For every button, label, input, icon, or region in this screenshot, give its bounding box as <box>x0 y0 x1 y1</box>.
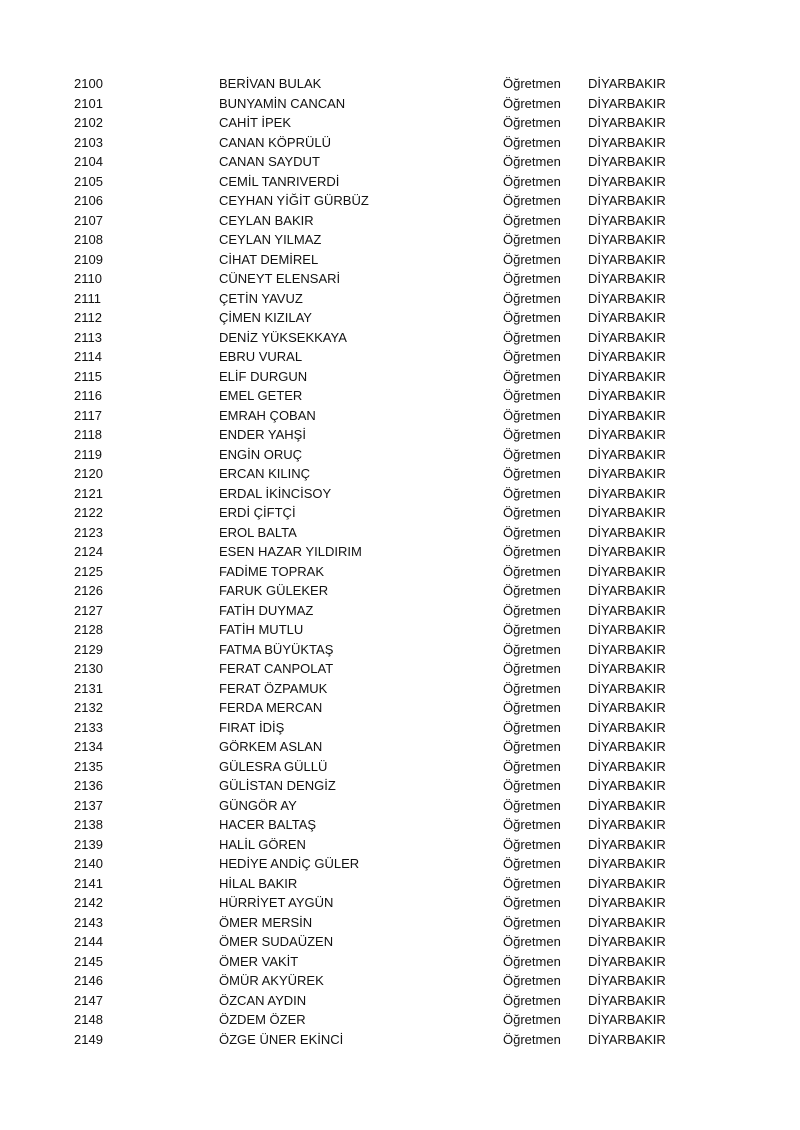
row-number: 2115 <box>74 368 102 384</box>
person-name: FERDA MERCAN <box>219 700 323 715</box>
row-number: 2121 <box>74 485 103 501</box>
job-title: Öğretmen <box>503 349 561 364</box>
city-name: DİYARBAKIR <box>588 349 666 364</box>
job-title: Öğretmen <box>503 76 561 91</box>
row-number: 2113 <box>74 329 102 345</box>
city-name: DİYARBAKIR <box>588 544 666 559</box>
person-name: CEYLAN YILMAZ <box>219 232 322 247</box>
list-row <box>0 503 800 523</box>
job-title: Öğretmen <box>503 758 561 774</box>
list-row <box>0 932 800 952</box>
person-name: CAHİT İPEK <box>219 115 292 130</box>
city-name: DİYARBAKIR <box>588 251 666 267</box>
list-row <box>0 464 800 484</box>
person-name: BUNYAMİN CANCAN <box>219 95 346 111</box>
person-name: FERAT ÖZPAMUK <box>219 680 328 696</box>
city-name: DİYARBAKIR <box>588 622 666 637</box>
city-name: DİYARBAKIR <box>588 700 666 715</box>
list-row <box>0 289 800 309</box>
list-row <box>0 191 800 211</box>
job-title: Öğretmen <box>503 427 561 442</box>
list-row <box>0 835 800 855</box>
city-name: DİYARBAKIR <box>588 446 666 462</box>
city-name: DİYARBAKIR <box>588 407 666 423</box>
city-name: DİYARBAKIR <box>588 76 666 91</box>
person-name: ESEN HAZAR YILDIRIM <box>219 544 362 559</box>
job-title: Öğretmen <box>503 719 561 735</box>
list-row <box>0 269 800 289</box>
row-number: 2123 <box>74 524 103 540</box>
city-name: DİYARBAKIR <box>588 115 666 130</box>
person-name: GÜLİSTAN DENGİZ <box>219 778 336 793</box>
row-number: 2104 <box>74 154 103 169</box>
city-name: DİYARBAKIR <box>588 134 666 150</box>
job-title: Öğretmen <box>503 193 561 208</box>
person-name: HEDİYE ANDİÇ GÜLER <box>219 856 360 871</box>
list-row <box>0 601 800 621</box>
job-title: Öğretmen <box>503 641 561 657</box>
row-number: 2109 <box>74 251 103 267</box>
list-row <box>0 952 800 972</box>
person-name: ENGİN ORUÇ <box>219 446 303 462</box>
job-title: Öğretmen <box>503 232 561 247</box>
row-number: 2139 <box>74 836 103 852</box>
row-number: 2145 <box>74 953 103 969</box>
row-number: 2127 <box>74 602 103 618</box>
city-name: DİYARBAKIR <box>588 290 666 306</box>
person-name: EROL BALTA <box>219 524 297 540</box>
city-name: DİYARBAKIR <box>588 583 666 598</box>
person-name: HACER BALTAŞ <box>219 817 317 832</box>
person-name: ERDİ ÇİFTÇİ <box>219 505 296 520</box>
city-name: DİYARBAKIR <box>588 154 666 169</box>
row-number: 2101 <box>74 95 103 111</box>
job-title: Öğretmen <box>503 368 561 384</box>
person-name: CİHAT DEMİREL <box>219 251 319 267</box>
list-row <box>0 172 800 192</box>
job-title: Öğretmen <box>503 271 561 286</box>
job-title: Öğretmen <box>503 329 561 345</box>
job-title: Öğretmen <box>503 407 561 423</box>
job-title: Öğretmen <box>503 95 561 111</box>
job-title: Öğretmen <box>503 1031 561 1047</box>
person-name: CEYHAN YİĞİT GÜRBÜZ <box>219 193 369 208</box>
job-title: Öğretmen <box>503 875 561 891</box>
row-number: 2129 <box>74 641 103 657</box>
city-name: DİYARBAKIR <box>588 368 666 384</box>
job-title: Öğretmen <box>503 446 561 462</box>
row-number: 2124 <box>74 544 103 559</box>
city-name: DİYARBAKIR <box>588 797 666 813</box>
row-number: 2116 <box>74 388 102 403</box>
person-name: EMRAH ÇOBAN <box>219 407 316 423</box>
row-number: 2126 <box>74 583 103 598</box>
row-number: 2148 <box>74 1012 103 1027</box>
job-title: Öğretmen <box>503 856 561 871</box>
job-title: Öğretmen <box>503 992 561 1008</box>
person-name: ÖZCAN AYDIN <box>219 992 307 1008</box>
row-number: 2137 <box>74 797 103 813</box>
person-name: ÖMER SUDAÜZEN <box>219 934 334 949</box>
person-name: FIRAT İDİŞ <box>219 719 285 735</box>
row-number: 2120 <box>74 466 103 481</box>
row-number: 2146 <box>74 973 103 988</box>
job-title: Öğretmen <box>503 622 561 637</box>
job-title: Öğretmen <box>503 134 561 150</box>
city-name: DİYARBAKIR <box>588 271 666 286</box>
row-number: 2108 <box>74 232 103 247</box>
job-title: Öğretmen <box>503 583 561 598</box>
job-title: Öğretmen <box>503 817 561 832</box>
row-number: 2105 <box>74 173 103 189</box>
job-title: Öğretmen <box>503 895 561 910</box>
row-number: 2100 <box>74 76 103 91</box>
person-name: FATİH DUYMAZ <box>219 602 314 618</box>
person-name: EBRU VURAL <box>219 349 303 364</box>
job-title: Öğretmen <box>503 778 561 793</box>
person-name: FADİME TOPRAK <box>219 563 324 579</box>
city-name: DİYARBAKIR <box>588 914 666 930</box>
personnel-list <box>0 74 800 1049</box>
job-title: Öğretmen <box>503 466 561 481</box>
job-title: Öğretmen <box>503 602 561 618</box>
person-name: HALİL GÖREN <box>219 836 306 852</box>
city-name: DİYARBAKIR <box>588 719 666 735</box>
person-name: ÖMER VAKİT <box>219 953 299 969</box>
city-name: DİYARBAKIR <box>588 427 666 442</box>
list-row <box>0 230 800 250</box>
row-number: 2132 <box>74 700 103 715</box>
job-title: Öğretmen <box>503 310 561 325</box>
person-name: GÜNGÖR AY <box>219 797 297 813</box>
row-number: 2119 <box>74 446 102 462</box>
row-number: 2110 <box>74 271 102 286</box>
person-name: ÖZDEM ÖZER <box>219 1012 306 1027</box>
list-row <box>0 113 800 133</box>
city-name: DİYARBAKIR <box>588 1012 666 1027</box>
list-row <box>0 386 800 406</box>
row-number: 2122 <box>74 505 103 520</box>
list-row <box>0 523 800 543</box>
row-number: 2133 <box>74 719 103 735</box>
city-name: DİYARBAKIR <box>588 778 666 793</box>
row-number: 2102 <box>74 115 103 130</box>
city-name: DİYARBAKIR <box>588 1031 666 1047</box>
row-number: 2128 <box>74 622 103 637</box>
list-row <box>0 308 800 328</box>
row-number: 2107 <box>74 212 103 228</box>
city-name: DİYARBAKIR <box>588 466 666 481</box>
job-title: Öğretmen <box>503 212 561 228</box>
list-row <box>0 425 800 445</box>
list-row <box>0 250 800 270</box>
row-number: 2114 <box>74 349 102 364</box>
job-title: Öğretmen <box>503 485 561 501</box>
city-name: DİYARBAKIR <box>588 329 666 345</box>
job-title: Öğretmen <box>503 388 561 403</box>
job-title: Öğretmen <box>503 661 561 676</box>
list-row <box>0 74 800 94</box>
list-row <box>0 698 800 718</box>
city-name: DİYARBAKIR <box>588 680 666 696</box>
city-name: DİYARBAKIR <box>588 212 666 228</box>
job-title: Öğretmen <box>503 173 561 189</box>
list-row <box>0 620 800 640</box>
person-name: EMEL GETER <box>219 388 303 403</box>
person-name: CEMİL TANRIVERDİ <box>219 173 340 189</box>
city-name: DİYARBAKIR <box>588 602 666 618</box>
person-name: CÜNEYT ELENSARİ <box>219 271 341 286</box>
person-name: CANAN KÖPRÜLÜ <box>219 134 331 150</box>
city-name: DİYARBAKIR <box>588 992 666 1008</box>
person-name: ÇETİN YAVUZ <box>219 290 303 306</box>
job-title: Öğretmen <box>503 544 561 559</box>
person-name: ENDER YAHŞİ <box>219 427 306 442</box>
row-number: 2135 <box>74 758 103 774</box>
row-number: 2112 <box>74 310 102 325</box>
row-number: 2142 <box>74 895 103 910</box>
list-row <box>0 445 800 465</box>
person-name: ELİF DURGUN <box>219 368 308 384</box>
list-row <box>0 94 800 114</box>
row-number: 2136 <box>74 778 103 793</box>
row-number: 2130 <box>74 661 103 676</box>
person-name: FATMA BÜYÜKTAŞ <box>219 641 334 657</box>
person-name: FATİH MUTLU <box>219 622 304 637</box>
job-title: Öğretmen <box>503 680 561 696</box>
row-number: 2138 <box>74 817 103 832</box>
list-row <box>0 1010 800 1030</box>
person-name: HİLAL BAKIR <box>219 875 298 891</box>
person-name: ÖMÜR AKYÜREK <box>219 973 324 988</box>
job-title: Öğretmen <box>503 290 561 306</box>
person-name: GÖRKEM ASLAN <box>219 739 323 754</box>
person-name: FERAT CANPOLAT <box>219 661 334 676</box>
job-title: Öğretmen <box>503 251 561 267</box>
city-name: DİYARBAKIR <box>588 232 666 247</box>
city-name: DİYARBAKIR <box>588 661 666 676</box>
job-title: Öğretmen <box>503 154 561 169</box>
list-row <box>0 347 800 367</box>
city-name: DİYARBAKIR <box>588 563 666 579</box>
job-title: Öğretmen <box>503 700 561 715</box>
list-row <box>0 796 800 816</box>
job-title: Öğretmen <box>503 524 561 540</box>
list-row <box>0 757 800 777</box>
city-name: DİYARBAKIR <box>588 505 666 520</box>
list-row <box>0 893 800 913</box>
city-name: DİYARBAKIR <box>588 388 666 403</box>
city-name: DİYARBAKIR <box>588 524 666 540</box>
city-name: DİYARBAKIR <box>588 934 666 949</box>
row-number: 2131 <box>74 680 103 696</box>
row-number: 2106 <box>74 193 103 208</box>
job-title: Öğretmen <box>503 563 561 579</box>
person-name: CANAN SAYDUT <box>219 154 320 169</box>
person-name: ERCAN KILINÇ <box>219 466 311 481</box>
person-name: ÖZGE ÜNER EKİNCİ <box>219 1031 344 1047</box>
person-name: HÜRRİYET AYGÜN <box>219 895 334 910</box>
person-name: ERDAL İKİNCİSOY <box>219 485 332 501</box>
list-row <box>0 367 800 387</box>
row-number: 2144 <box>74 934 103 949</box>
row-number: 2117 <box>74 407 102 423</box>
list-row <box>0 718 800 738</box>
row-number: 2141 <box>74 875 103 891</box>
job-title: Öğretmen <box>503 739 561 754</box>
city-name: DİYARBAKIR <box>588 95 666 111</box>
city-name: DİYARBAKIR <box>588 973 666 988</box>
row-number: 2147 <box>74 992 103 1008</box>
row-number: 2149 <box>74 1031 103 1047</box>
city-name: DİYARBAKIR <box>588 875 666 891</box>
city-name: DİYARBAKIR <box>588 817 666 832</box>
list-row <box>0 815 800 835</box>
row-number: 2111 <box>74 290 101 306</box>
list-row <box>0 640 800 660</box>
list-row <box>0 1030 800 1050</box>
job-title: Öğretmen <box>503 505 561 520</box>
city-name: DİYARBAKIR <box>588 953 666 969</box>
city-name: DİYARBAKIR <box>588 856 666 871</box>
list-row <box>0 679 800 699</box>
list-row <box>0 991 800 1011</box>
job-title: Öğretmen <box>503 973 561 988</box>
job-title: Öğretmen <box>503 1012 561 1027</box>
person-name: GÜLESRA GÜLLÜ <box>219 758 328 774</box>
list-row <box>0 854 800 874</box>
job-title: Öğretmen <box>503 934 561 949</box>
city-name: DİYARBAKIR <box>588 758 666 774</box>
city-name: DİYARBAKIR <box>588 895 666 910</box>
list-row <box>0 874 800 894</box>
city-name: DİYARBAKIR <box>588 310 666 325</box>
city-name: DİYARBAKIR <box>588 641 666 657</box>
row-number: 2143 <box>74 914 103 930</box>
person-name: BERİVAN BULAK <box>219 76 322 91</box>
person-name: ÇİMEN KIZILAY <box>219 310 312 325</box>
row-number: 2118 <box>74 427 102 442</box>
row-number: 2134 <box>74 739 103 754</box>
job-title: Öğretmen <box>503 836 561 852</box>
list-row <box>0 971 800 991</box>
row-number: 2140 <box>74 856 103 871</box>
city-name: DİYARBAKIR <box>588 836 666 852</box>
list-row <box>0 737 800 757</box>
person-name: CEYLAN BAKIR <box>219 212 314 228</box>
row-number: 2125 <box>74 563 103 579</box>
list-row <box>0 484 800 504</box>
job-title: Öğretmen <box>503 914 561 930</box>
list-row <box>0 913 800 933</box>
row-number: 2103 <box>74 134 103 150</box>
person-name: FARUK GÜLEKER <box>219 583 329 598</box>
list-row <box>0 211 800 231</box>
list-row <box>0 152 800 172</box>
job-title: Öğretmen <box>503 953 561 969</box>
job-title: Öğretmen <box>503 797 561 813</box>
list-row <box>0 542 800 562</box>
list-row <box>0 406 800 426</box>
list-row <box>0 562 800 582</box>
person-name: ÖMER MERSİN <box>219 914 313 930</box>
city-name: DİYARBAKIR <box>588 485 666 501</box>
person-name: DENİZ YÜKSEKKAYA <box>219 329 347 345</box>
job-title: Öğretmen <box>503 115 561 130</box>
list-row <box>0 328 800 348</box>
list-row <box>0 581 800 601</box>
city-name: DİYARBAKIR <box>588 739 666 754</box>
list-row <box>0 776 800 796</box>
city-name: DİYARBAKIR <box>588 193 666 208</box>
list-row <box>0 659 800 679</box>
list-row <box>0 133 800 153</box>
city-name: DİYARBAKIR <box>588 173 666 189</box>
